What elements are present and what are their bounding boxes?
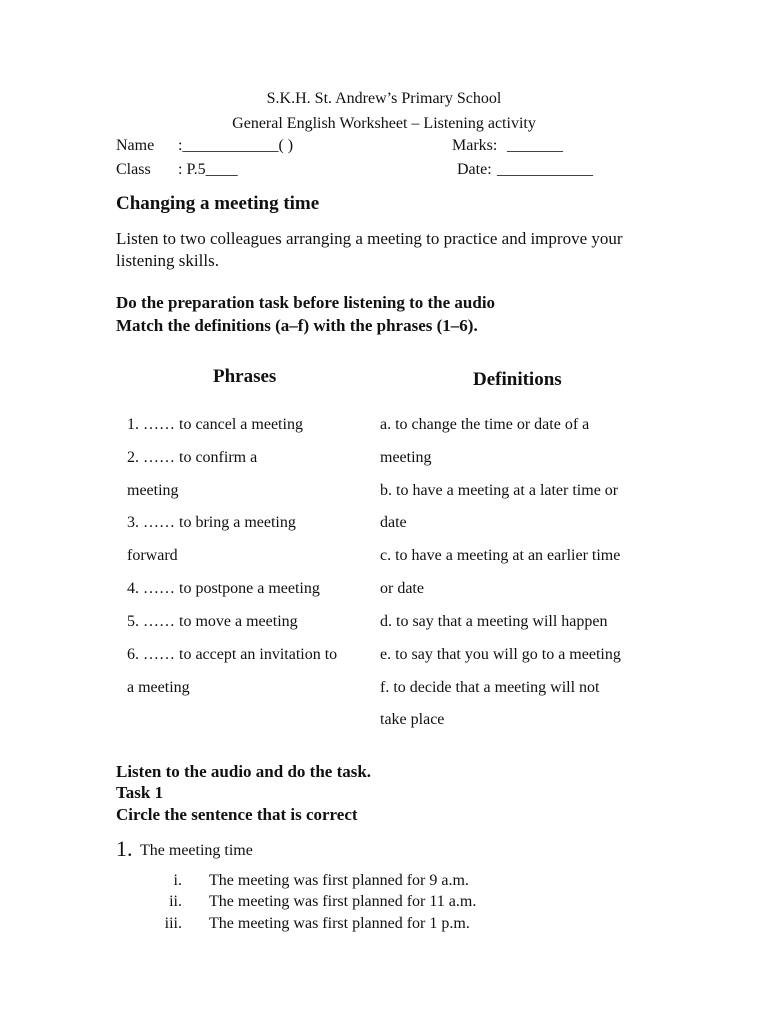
option-text[interactable]: The meeting was first planned for 11 a.m. (209, 893, 477, 910)
phrase-line: meeting (127, 482, 179, 499)
prep-instruction-2: Match the definitions (a–f) with the phrases (1–6). (116, 316, 478, 335)
option-text[interactable]: The meeting was first planned for 9 a.m. (209, 872, 469, 889)
name-field: :____________( ) (178, 137, 294, 154)
intro-line-1: Listen to two colleagues arranging a meeting to practice and improve your (116, 229, 623, 248)
listen-instruction: Listen to the audio and do the task. (116, 762, 372, 781)
date-label: Date: (457, 161, 492, 178)
definition-line: a. to change the time or date of a (380, 416, 590, 433)
phrase-line: 1. …… to cancel a meeting (127, 416, 303, 433)
definition-line: e. to say that you will go to a meeting (380, 646, 621, 663)
definition-line: d. to say that a meeting will happen (380, 613, 608, 630)
option-numeral: iii. (164, 915, 182, 932)
prep-instruction-1: Do the preparation task before listening to the audio (116, 293, 496, 312)
class-label: Class (116, 161, 151, 178)
phrase-line: 6. …… to accept an invitation to (127, 646, 338, 663)
phrases-header: Phrases (213, 366, 277, 387)
phrase-line: 3. …… to bring a meeting (127, 514, 296, 531)
task-instruction: Circle the sentence that is correct (116, 805, 358, 824)
date-field: ____________ (497, 161, 593, 178)
definitions-header: Definitions (473, 369, 562, 390)
phrase-line: 5. …… to move a meeting (127, 613, 298, 630)
definition-line: meeting (380, 449, 432, 466)
page-title: Changing a meeting time (116, 193, 320, 214)
phrase-line: 4. …… to postpone a meeting (127, 580, 320, 597)
marks-field: _______ (507, 137, 563, 154)
phrase-line: 2. …… to confirm a (127, 449, 258, 466)
task-label: Task 1 (116, 783, 164, 802)
definition-line: f. to decide that a meeting will not (380, 679, 600, 696)
definition-line: take place (380, 711, 445, 728)
option-numeral: ii. (169, 893, 182, 910)
intro-line-2: listening skills. (116, 251, 219, 270)
definition-line: or date (380, 580, 424, 597)
definition-line: date (380, 514, 407, 531)
school-name: S.K.H. St. Andrew’s Primary School (266, 90, 502, 107)
definition-line: c. to have a meeting at an earlier time (380, 547, 621, 564)
definition-line: b. to have a meeting at a later time or (380, 482, 619, 499)
name-label: Name (116, 137, 155, 154)
option-numeral: i. (173, 872, 182, 889)
option-text[interactable]: The meeting was first planned for 1 p.m. (209, 915, 470, 932)
phrase-line: a meeting (127, 679, 190, 696)
marks-label: Marks: (452, 137, 498, 154)
phrase-line: forward (127, 547, 178, 564)
question-number: 1. (116, 836, 133, 861)
class-field: : P.5____ (178, 161, 238, 178)
question-text: The meeting time (140, 842, 253, 859)
worksheet-subtitle: General English Worksheet – Listening activity (232, 115, 536, 132)
